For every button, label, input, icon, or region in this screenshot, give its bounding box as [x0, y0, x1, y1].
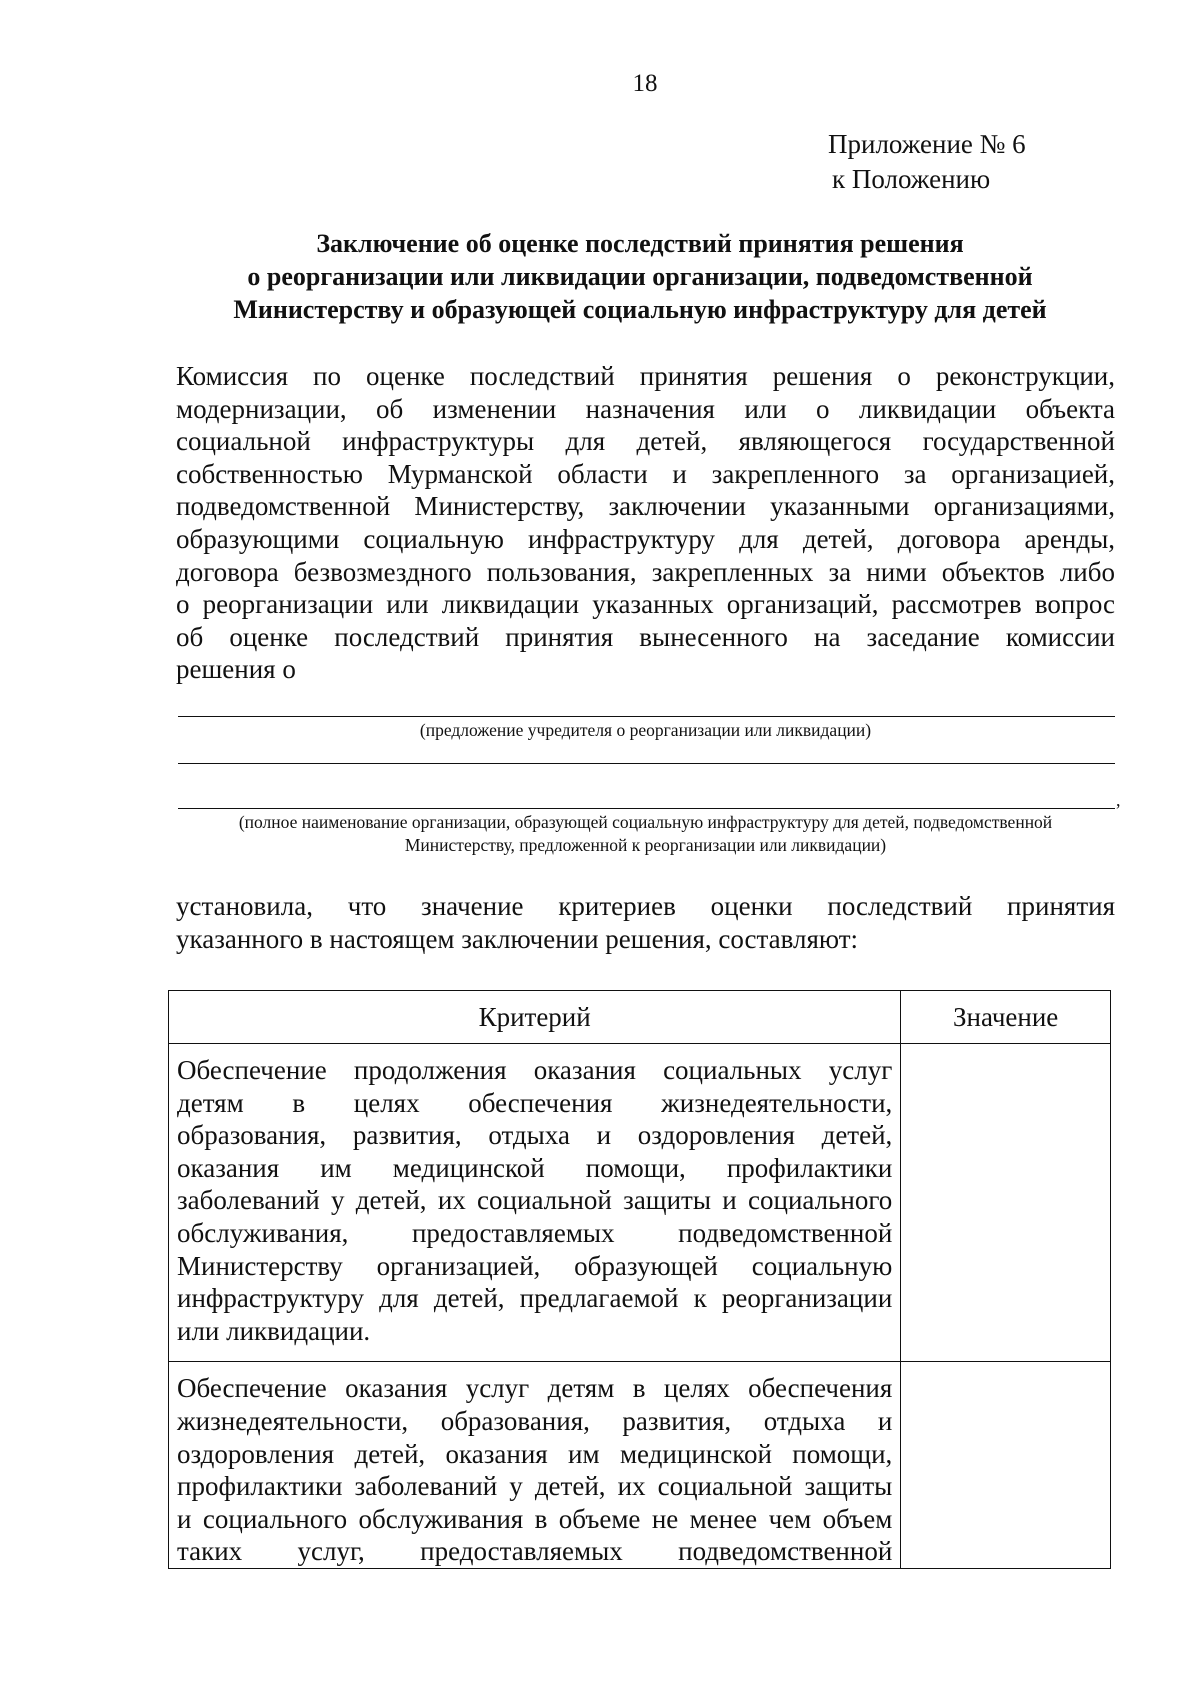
intro-line: образующими социальную инфраструктуру для детей, договора аренды, [176, 523, 1115, 554]
page-number: 18 [632, 70, 658, 97]
caption-proposal: (предложение учредителя о реорганизации или ликвидации) [419, 720, 872, 740]
intro-line: Комиссия по оценке последствий принятия решения о реконструкции, [176, 361, 1115, 391]
established-line: установила, что значение критериев оценки последствий принятия [176, 891, 1115, 921]
table-row [169, 1044, 1111, 1362]
intro-line: собственностью Мурманской области и закрепленного за организацией, [176, 458, 1115, 489]
fill-line-proposal [178, 716, 1115, 717]
criterion-line: и социального обслуживания в объеме не менее чем объем [177, 1503, 893, 1534]
criterion-line: профилактики заболеваний у детей, их социальной защиты [177, 1471, 893, 1502]
document-title [160, 227, 1120, 326]
criterion-cell [169, 1362, 901, 1569]
criterion-line: Обеспечение оказания услуг детям в целях обеспечения [177, 1373, 893, 1404]
established-paragraph [176, 890, 1115, 956]
intro-line: социальной инфраструктуры для детей, являющегося государственной [176, 426, 1115, 457]
title-line-3: Министерству и образующей социальную инфраструктуру для детей [233, 295, 1047, 324]
appendix-line-2: к Положению [832, 164, 991, 194]
criterion-line: Министерству организацией, образующей социальную [177, 1250, 893, 1281]
intro-line: решения о [176, 654, 296, 685]
trailing-comma: , [1116, 790, 1121, 810]
established-line: указанного в настоящем заключении решения, составляют: [176, 924, 859, 954]
criterion-line: Обеспечение продолжения оказания социальных услуг [177, 1055, 893, 1085]
criterion-cell [169, 1044, 901, 1362]
table-row [169, 1362, 1111, 1569]
criterion-line: образования, развития, отдыха и оздоровления детей, [177, 1120, 893, 1151]
caption-organization [176, 811, 1115, 857]
title-line-1: Заключение об оценке последствий принятия решения [316, 229, 964, 258]
criterion-line: оздоровления детей, оказания им медицинской помощи, [177, 1438, 893, 1469]
caption-org-line-1: (полное наименование организации, образующей социальную инфраструктуру для детей, подведомственной [238, 812, 1053, 832]
criterion-line: заболеваний у детей, их социальной защиты и социального [177, 1185, 893, 1216]
caption-org-line-2: Министерству, предложенной к реорганизации или ликвидации) [404, 835, 887, 855]
intro-paragraph [176, 360, 1115, 686]
criterion-line: инфраструктуру для детей, предлагаемой к реорганизации [177, 1283, 893, 1314]
criterion-line: детям в целях обеспечения жизнедеятельности, [177, 1087, 893, 1118]
criterion-line: жизнедеятельности, образования, развития, отдыха и [177, 1405, 893, 1436]
appendix-line-1: Приложение № 6 [828, 129, 1026, 159]
intro-line: модернизации, об изменении назначения или о ликвидации объекта [176, 393, 1115, 424]
header-criterion: Критерий [169, 991, 901, 1044]
appendix-note [828, 127, 1026, 197]
intro-line: о реорганизации или ликвидации указанных организаций, рассмотрев вопрос [176, 589, 1115, 620]
intro-line: об оценке последствий принятия вынесенного на заседание комиссии [176, 621, 1115, 652]
criterion-line: обслуживания, предоставляемых подведомственной [177, 1217, 893, 1248]
intro-line: подведомственной Министерству, заключении указанными организациями, [176, 491, 1115, 522]
criterion-line: оказания им медицинской помощи, профилактики [177, 1152, 893, 1183]
value-cell[interactable] [901, 1362, 1111, 1569]
criterion-line: таких услуг, предоставляемых подведомственной [177, 1536, 893, 1567]
fill-line-org-2 [178, 808, 1115, 809]
fill-line-org-1 [178, 763, 1115, 764]
header-value: Значение [901, 991, 1111, 1044]
title-line-2: о реорганизации или ликвидации организации, подведомственной [247, 262, 1033, 291]
criterion-line: или ликвидации. [177, 1315, 371, 1346]
value-cell[interactable] [901, 1044, 1111, 1362]
criteria-table [168, 990, 1111, 1569]
intro-line: договора безвозмездного пользования, закрепленных за ними объектов либо [176, 556, 1115, 587]
table-header-row [169, 991, 1111, 1044]
